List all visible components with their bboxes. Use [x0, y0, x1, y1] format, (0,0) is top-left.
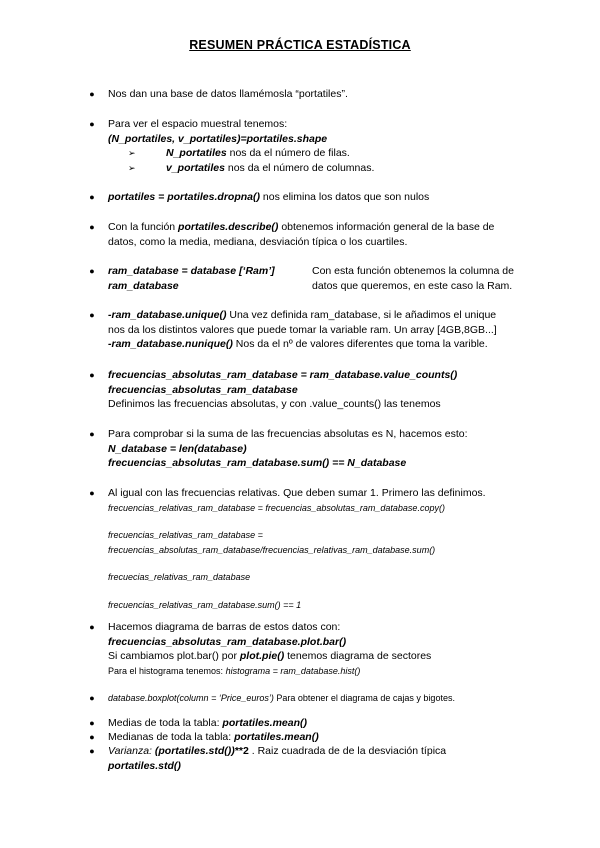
list-item: portatiles = portatiles.dropna() nos elimina los datos que son nulos — [108, 191, 430, 203]
bullet-icon: ● — [89, 370, 95, 380]
list-item: Con la función portatiles.describe() obtenemos información general de la base de datos, como la media, mediana, desviación típica o los cuartiles. — [108, 221, 495, 248]
list-item: -ram_database.unique() Una vez definida ram_database, si le añadimos el unique nos da los distintos valores que puede tomar la variable ram. Un array [4GB,8GB...] -ram_database.nunique() Nos da el nº de valores diferentes que toma la varible. — [108, 309, 497, 350]
bullet-icon: ● — [89, 119, 95, 129]
list-item: Medias de toda la tabla: portatiles.mean() — [108, 717, 308, 729]
bullet-icon: ● — [89, 746, 95, 756]
bullet-icon: ● — [89, 732, 95, 742]
arrow-bullet-icon: ➢ — [128, 148, 136, 158]
bullet-icon: ● — [89, 192, 95, 202]
bullet-icon: ● — [89, 429, 95, 439]
bullet-icon: ● — [89, 622, 95, 632]
list-item: Nos dan una base de datos llamémosla “portatiles”. — [108, 88, 348, 100]
list-item: database.boxplot(column = ‘Price_euros’) Para obtener el diagrama de cajas y bigotes. — [108, 693, 455, 703]
list-item: Medianas de toda la tabla: portatiles.mean() — [108, 731, 319, 743]
list-item: ram_database = database [‘Ram’] ram_database Con esta función obtenemos la columna de datos que queremos, en este caso la Ram. — [108, 264, 528, 293]
code-snippet: (N_portatiles, v_portatiles)=portatiles.shape — [108, 132, 328, 145]
list-item: Para ver el espacio muestral tenemos: (N_portatiles, v_portatiles)=portatiles.shape ➢ N_portatiles nos da el número de filas. ➢ v_portatiles nos da el número de columnas. — [108, 117, 528, 175]
bullet-icon: ● — [89, 266, 95, 276]
side-description: Con esta función obtenemos la columna de datos que queremos, en este caso la Ram. — [312, 265, 514, 292]
list-item: frecuencias_absolutas_ram_database = ram_database.value_counts() frecuencias_absolutas_ram_database Definimos las frecuencias absolutas, y con .value_counts() las tenemos — [108, 369, 458, 410]
page-title: RESUMEN PRÁCTICA ESTADÍSTICA — [189, 38, 411, 52]
bullet-icon: ● — [89, 693, 95, 703]
arrow-bullet-icon: ➢ — [128, 162, 136, 173]
sub-list-item: ➢ N_portatiles nos da el número de filas. — [128, 147, 350, 159]
bullet-icon: ● — [89, 222, 95, 232]
list-item: Al igual con las frecuencias relativas. Que deben sumar 1. Primero las definimos. frecuencias_relativas_ram_database = frecuencias_absolutas_ram_database.copy() frecuencias_relativas_ram_database = frecuencias_absolutas_ram_database/frecuencias_relativas_ram_database.sum() frecuecias_relativas_ram_database frecuencias_relativas_ram_database.sum() == 1 — [108, 487, 486, 610]
bullet-icon: ● — [89, 89, 95, 99]
bullet-icon: ● — [89, 488, 95, 498]
sub-list-item: ➢ v_portatiles nos da el número de columnas. — [128, 161, 375, 174]
bullet-icon: ● — [89, 718, 95, 728]
list-item: Varianza: (portatiles.std())**2 . Raiz cuadrada de de la desviación típica portatiles.std() — [108, 745, 447, 772]
list-item: Para comprobar si la suma de las frecuencias absolutas es N, hacemos esto: N_database = len(database) frecuencias_absolutas_ram_database.sum() == N_database — [108, 428, 468, 469]
list-item: Hacemos diagrama de barras de estos datos con: frecuencias_absolutas_ram_database.plot.bar() Si cambiamos plot.bar() por plot.pie() tenemos diagrama de sectores Para el histograma tenemos: histograma = ram_database.hist() — [108, 621, 432, 676]
bullet-icon: ● — [89, 310, 95, 320]
